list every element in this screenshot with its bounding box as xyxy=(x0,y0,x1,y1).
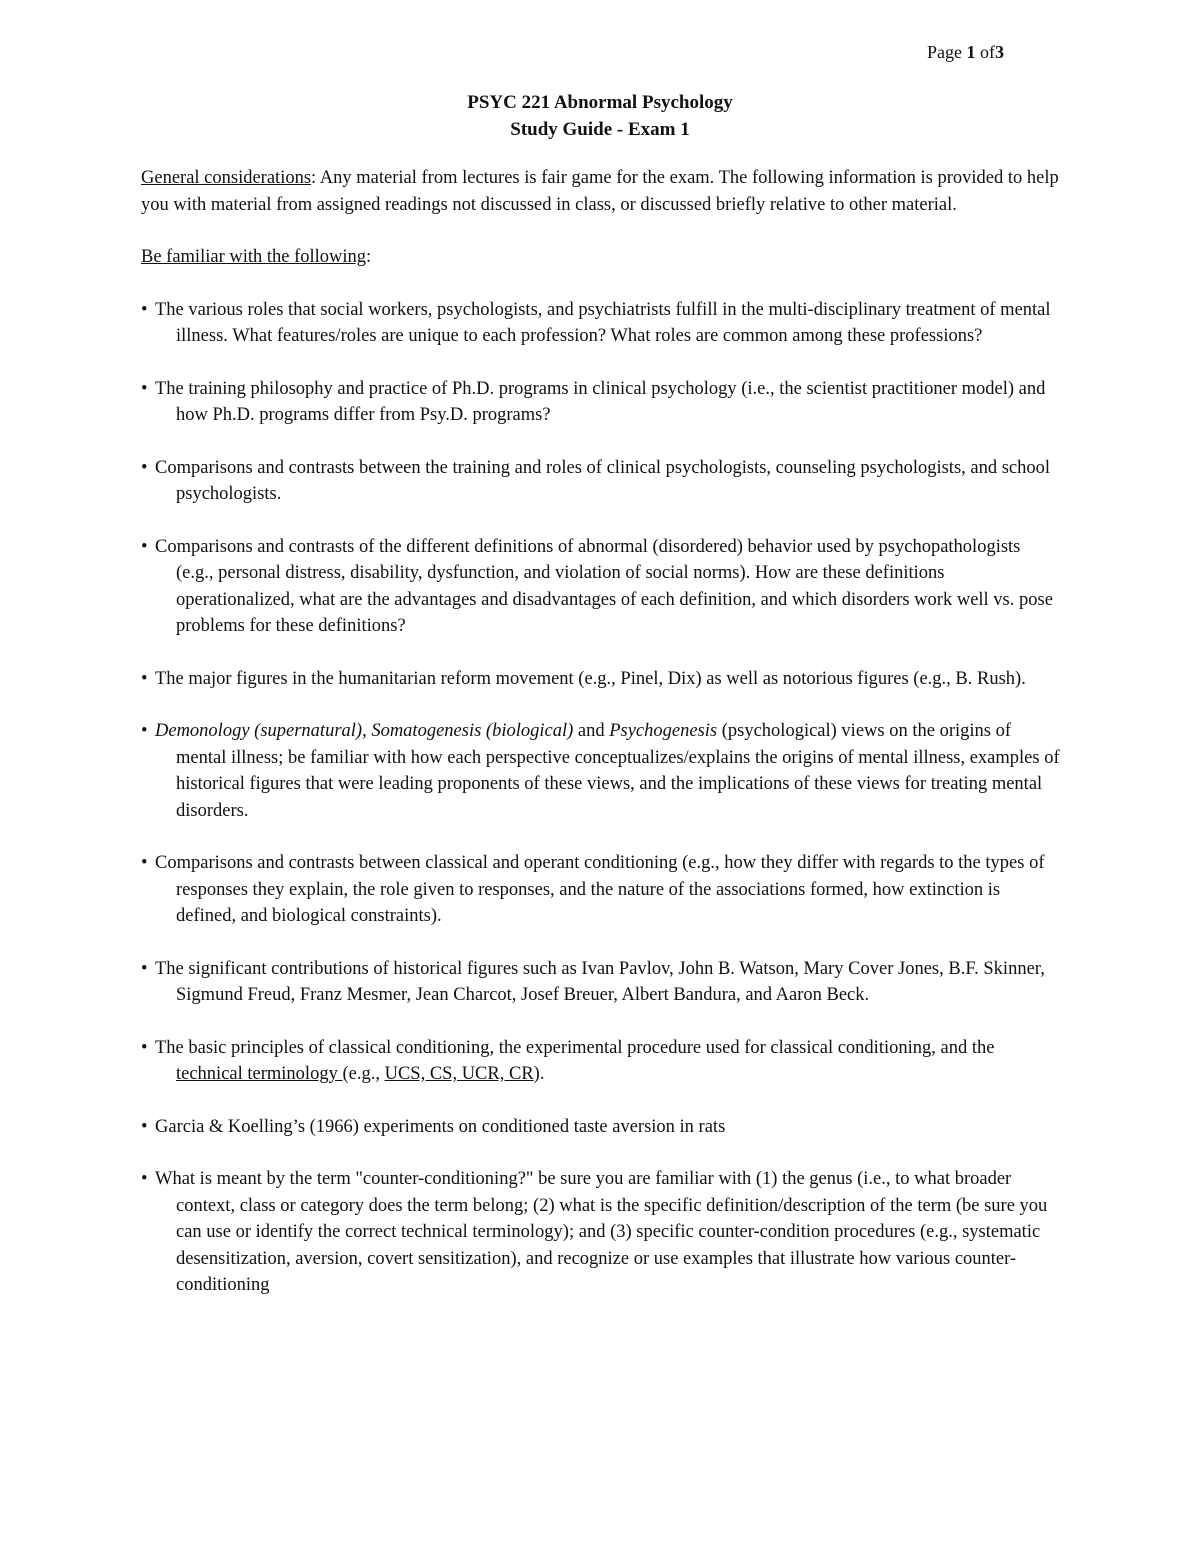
section-heading xyxy=(141,244,1061,271)
list-item xyxy=(141,850,1061,930)
list-item-text: Comparisons and contrasts between the training and roles of clinical psychologists, counseling psychologists, and school psychologists. xyxy=(155,457,1051,504)
document-title xyxy=(0,89,1200,143)
list-item-text: Comparisons and contrasts between classical and operant conditioning (e.g., how they differ with regards to the types of responses they explain, the role given to responses, and the nature of the associations formed, how extinction is defined, and biological constraints). xyxy=(155,853,1045,926)
page-number-current: 1 xyxy=(966,42,976,62)
list-item-connector: and xyxy=(573,721,610,741)
list-item xyxy=(141,1035,1061,1088)
list-item-text: (psychological) views on the origins of mental illness; be familiar with how each perspective conceptualizes/explains the origins of mental illness, examples of historical figures that were leading proponents of these views, and the implications of these views for treating mental disorders. xyxy=(176,721,1060,821)
list-item xyxy=(141,297,1061,350)
list-item-text: The training philosophy and practice of Ph.D. programs in clinical psychology (i.e., the scientist practitioner model) and how Ph.D. programs differ from Psy.D. programs? xyxy=(155,378,1046,425)
title-line-2: Study Guide - Exam 1 xyxy=(510,119,690,140)
bullet-icon: • xyxy=(141,1037,148,1058)
list-item xyxy=(141,666,1061,693)
list-item-text: The major figures in the humanitarian reform movement (e.g., Pinel, Dix) as well as notorious figures (e.g., B. Rush). xyxy=(155,668,1026,689)
intro-label: General considerations xyxy=(141,168,312,188)
page-number-prefix: Page xyxy=(927,42,962,62)
list-item xyxy=(141,1114,1061,1141)
intro-text: : Any material from lectures is fair game for the exam. The following information is provided to help you with material from assigned readings not discussed in class, or discussed briefly relative to other material. xyxy=(141,168,1059,215)
section-heading-suffix: : xyxy=(366,247,372,267)
list-item-text: ). xyxy=(533,1064,545,1084)
bullet-icon: • xyxy=(141,721,148,741)
bullet-icon: • xyxy=(141,958,148,979)
list-item-text: Garcia & Koelling’s (1966) experiments on conditioned taste aversion in rats xyxy=(155,1116,726,1137)
bullet-icon: • xyxy=(141,668,148,689)
underlined-term: technical terminology xyxy=(176,1064,343,1084)
underlined-abbreviations: UCS, CS, UCR, CR xyxy=(384,1064,534,1084)
list-item-italic-terms: Demonology (supernatural), Somatogenesis (biological) xyxy=(155,721,574,741)
bullet-icon: • xyxy=(141,457,148,478)
section-heading-label: Be familiar with the following xyxy=(141,247,367,267)
list-item-text: (e.g., xyxy=(342,1064,385,1084)
list-item xyxy=(141,956,1061,1009)
list-item xyxy=(141,534,1061,640)
list-item-text: The basic principles of classical conditioning, the experimental procedure used for classical conditioning, and the xyxy=(155,1037,995,1058)
bullet-icon: • xyxy=(141,853,148,873)
bullet-icon: • xyxy=(141,1169,148,1189)
document-body xyxy=(141,165,1061,1325)
list-item-italic-term: Psychogenesis xyxy=(609,721,718,741)
bullet-icon: • xyxy=(141,299,148,320)
bullet-icon: • xyxy=(141,378,148,399)
list-item xyxy=(141,376,1061,429)
list-item xyxy=(141,1166,1061,1299)
list-item xyxy=(141,455,1061,508)
list-item-text: The various roles that social workers, psychologists, and psychiatrists fulfill in the multi-disciplinary treatment of mental illness. What features/roles are unique to each profession? What roles are common among these professions? xyxy=(155,299,1051,346)
list-item-text: What is meant by the term "counter-conditioning?" be sure you are familiar with (1) the genus (i.e., to what broader context, class or category does the term belong; (2) what is the specific definition/description of the term (be sure you can use or identify the correct technical terminology); and (3) specific counter-condition procedures (e.g., systematic desensitization, aversion, covert sensitization), and recognize or use examples that illustrate how various counter-conditioning xyxy=(155,1169,1048,1295)
list-item-text: Comparisons and contrasts of the different definitions of abnormal (disordered) behavior used by psychopathologists (e.g., personal distress, disability, dysfunction, and violation of social norms). How are these definitions operationalized, what are the advantages and disadvantages of each definition, and which disorders work well vs. pose problems for these definitions? xyxy=(155,536,1053,636)
intro-paragraph xyxy=(141,165,1061,218)
page-number-of: of xyxy=(980,42,995,62)
bullet-icon: • xyxy=(141,536,148,557)
list-item-text: The significant contributions of historical figures such as Ivan Pavlov, John B. Watson, Mary Cover Jones, B.F. Skinner, Sigmund Freud, Franz Mesmer, Jean Charcot, Josef Breuer, Albert Bandura, and Aaron Beck. xyxy=(155,958,1045,1005)
page-number-total: 3 xyxy=(995,42,1004,62)
title-line-1: PSYC 221 Abnormal Psychology xyxy=(467,92,733,113)
bullet-icon: • xyxy=(141,1116,148,1137)
page-number xyxy=(927,42,1004,63)
study-topics-list xyxy=(141,297,1061,1299)
list-item xyxy=(141,718,1061,824)
